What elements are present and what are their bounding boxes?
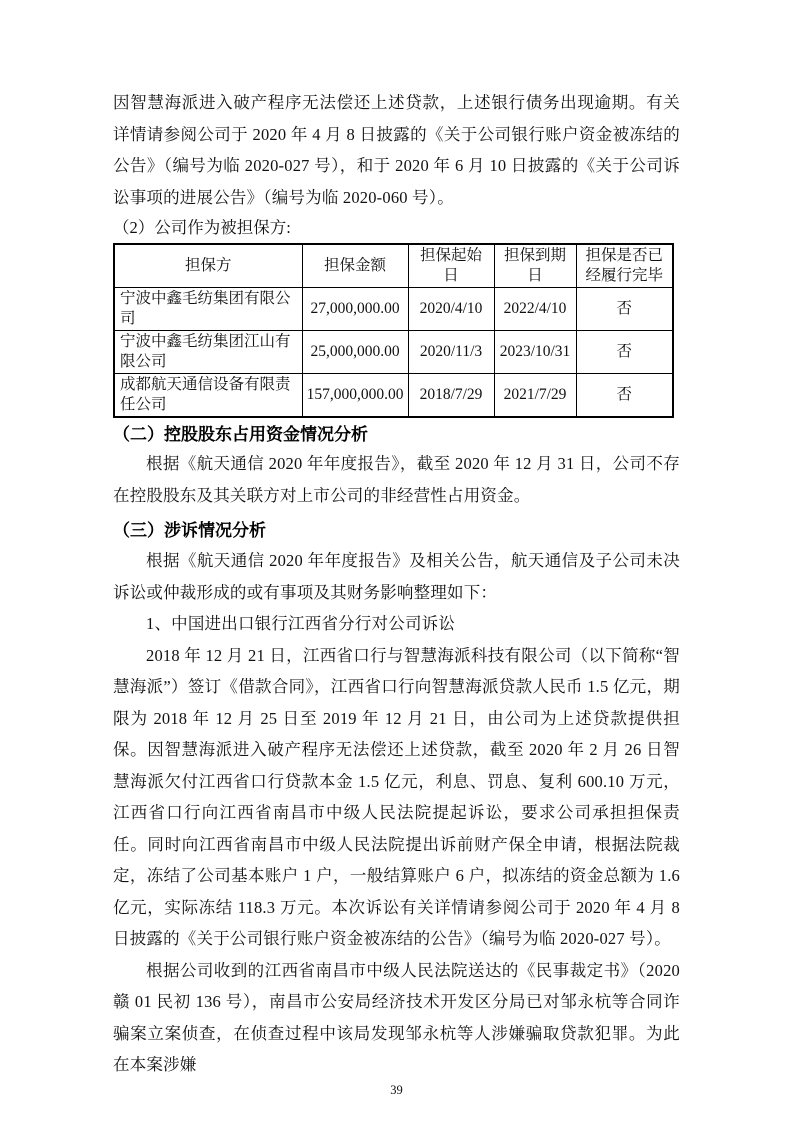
guarantee-table (113, 243, 674, 418)
cell-amount: 27,000,000.00 (302, 288, 408, 331)
cell-amount: 25,000,000.00 (302, 331, 408, 374)
litigation-item-1-title: 1、中国进出口银行江西省分行对公司诉讼 (146, 614, 456, 633)
heading-section-2-fund-occupation: （二）控股股东占用资金情况分析 (113, 425, 368, 444)
table-row (114, 288, 673, 331)
guarantee-table-body (114, 288, 673, 418)
cell-amount: 157,000,000.00 (302, 374, 408, 418)
cell-start-date: 2020/11/3 (408, 331, 494, 374)
paragraph-litigation-intro: 根据《航天通信 2020 年年度报告》及相关公告，航天通信及子公司未决诉讼或仲裁形成的或有事项及其财务影响整理如下： (113, 551, 680, 602)
paragraph-civil-ruling: 根据公司收到的江西省南昌市中级人民法院送达的《民事裁定书》（2020 赣 01 民初 136 号），南昌市公安局经济技术开发区分局已对邹永杭等合同诈骗案立案侦查，在侦查过程中该局发现邹永杭等人涉嫌骗取贷款犯罪。为此在本案涉嫌 (113, 960, 680, 1074)
col-header-guarantor: 担保方 (114, 244, 302, 288)
page-number: 39 (390, 1082, 403, 1097)
cell-guarantor: 宁波中鑫毛纺集团有限公司 (114, 288, 302, 331)
table-header-row (114, 244, 673, 288)
col-header-start-date: 担保起始日 (408, 244, 494, 288)
cell-start-date: 2018/7/29 (408, 374, 494, 418)
cell-end-date: 2022/4/10 (494, 288, 576, 331)
guarantee-table-header (114, 244, 673, 288)
col-header-amount: 担保金额 (302, 244, 408, 288)
table-row (114, 331, 673, 374)
cell-fulfilled: 否 (576, 374, 673, 418)
paragraph-litigation-detail: 2018 年 12 月 21 日，江西省口行与智慧海派科技有限公司（以下简称“智慧海派”）签订《借款合同》，江西省口行向智慧海派贷款人民币 1.5 亿元，期限为 2018 年 12 月 25 日至 2019 年 12 月 21 日，由公司为上述贷款提供担保。因智慧海派进入破产程序无法偿还上述贷款，截至 2020 年 2 月 26 日智慧海派欠付江西省口行贷款本金 1.5 亿元，利息、罚息、复利 600.10 万元，江西省口行向江西省南昌市中级人民法院提起诉讼，要求公司承担担保责任。同时向江西省南昌市中级人民法院提出诉前财产保全申请，根据法院裁定，冻结了公司基本账户 1 户，一般结算账户 6 户，拟冻结的资金总额为 1.6 亿元，实际冻结 118.3 万元。本次诉讼有关详情请参阅公司于 2020 年 4 月 8 日披露的《关于公司银行账户资金被冻结的公告》（编号为临 2020-027 号）。 (113, 645, 680, 948)
cell-start-date: 2020/4/10 (408, 288, 494, 331)
table-row (114, 374, 673, 418)
cell-fulfilled: 否 (576, 288, 673, 331)
paragraph-loan-overdue: 因智慧海派进入破产程序无法偿还上述贷款，上述银行债务出现逾期。有关详情请参阅公司于 2020 年 4 月 8 日披露的《关于公司银行账户资金被冻结的公告》（编号为临 2020-027 号），和于 2020 年 6 月 10 日披露的《关于公司诉讼事项的进展公告》（编号为临 2020-060 号）。 (113, 93, 680, 207)
heading-section-3-litigation: （三）涉诉情况分析 (113, 521, 266, 540)
cell-guarantor: 成都航天通信设备有限责任公司 (114, 374, 302, 418)
cell-end-date: 2023/10/31 (494, 331, 576, 374)
table-caption: （2）公司作为被担保方: (113, 218, 291, 237)
col-header-end-date: 担保到期日 (494, 244, 576, 288)
cell-guarantor: 宁波中鑫毛纺集团江山有限公司 (114, 331, 302, 374)
col-header-fulfilled: 担保是否已经履行完毕 (576, 244, 673, 288)
cell-fulfilled: 否 (576, 331, 673, 374)
paragraph-fund-occupation: 根据《航天通信 2020 年年度报告》，截至 2020 年 12 月 31 日，公司不存在控股股东及其关联方对上市公司的非经营性占用资金。 (113, 454, 680, 505)
cell-end-date: 2021/7/29 (494, 374, 576, 418)
